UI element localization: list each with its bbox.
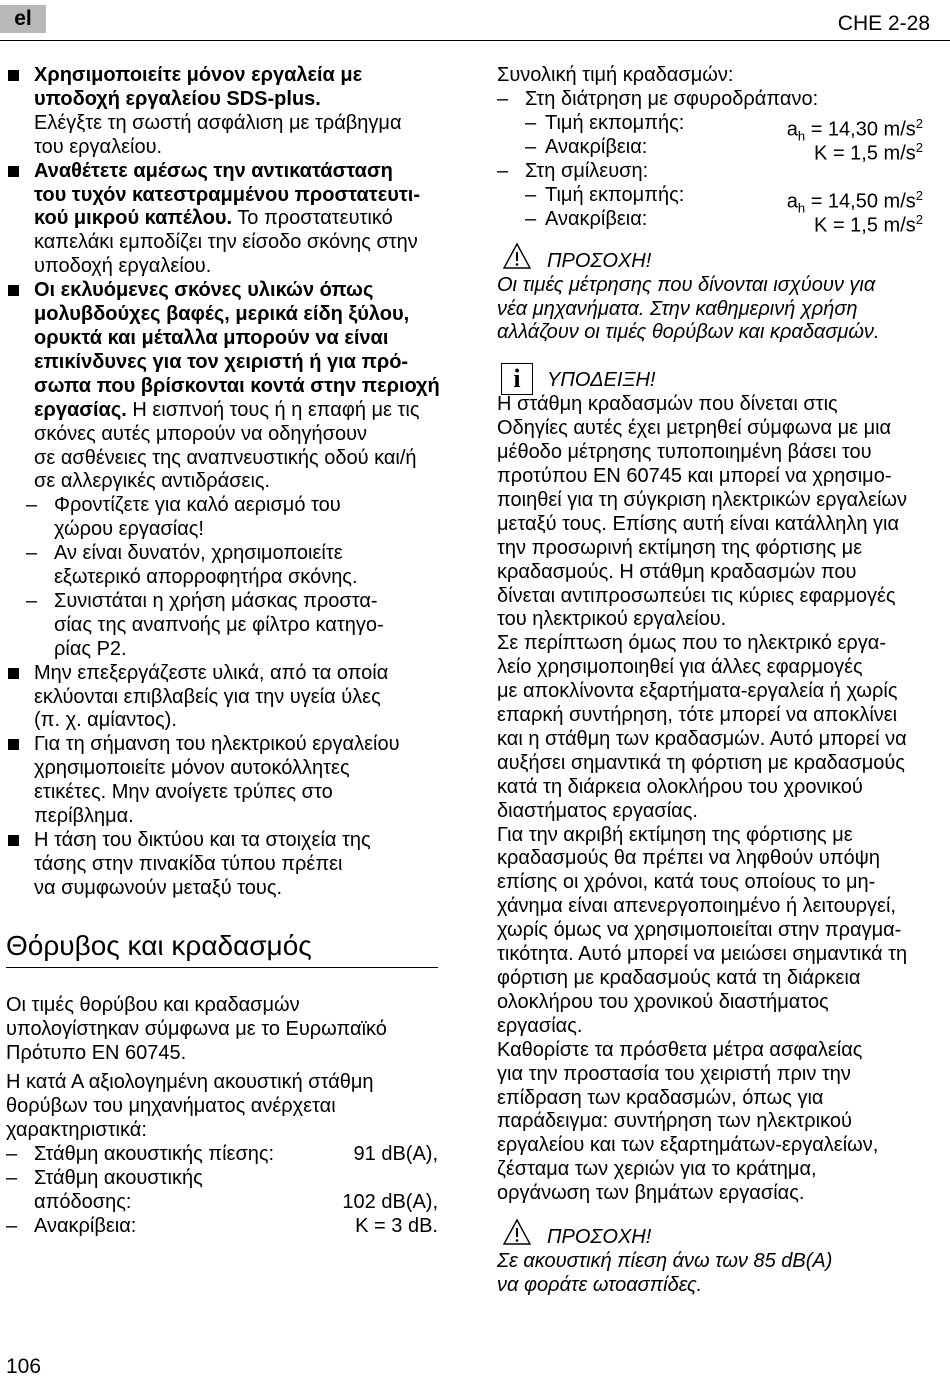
- note-heading: [497, 364, 937, 394]
- bullet-text: υποδοχή εργαλείου.: [34, 255, 212, 278]
- vibration-value: K = 1,5 $m/s^2$: [814, 139, 923, 165]
- dash-text: Συνιστάται η χρήση μάσκας προστα-: [54, 589, 378, 612]
- mode-label: Στη διάτρηση με σφυροδράπανο:: [525, 87, 819, 110]
- caution-heading: [497, 1226, 937, 1250]
- caution-title: ΠΡΟΣΟΧΗ!: [547, 249, 652, 272]
- bullet-text: να συμφωνούν μεταξύ τους.: [34, 876, 283, 899]
- dash-item-mask: – Συνιστάται η χρήση μάσκας προστα- σίας της αναπνοής με φίλτρο κατηγο- ρίας P2.: [6, 590, 438, 662]
- bullet-text: καπελάκι εμποδίζει την είσοδο σκόνης στην: [34, 231, 418, 254]
- dash-text: ρίας P2.: [54, 637, 127, 660]
- noise-value: 102 dB(A),: [342, 1191, 438, 1214]
- section-title: Θόρυβος και κραδασμός: [6, 929, 438, 968]
- dash-item-extractor: – Αν είναι δυνατόν, χρησιμοποιείτε εξωτερικό απορροφητήρα σκόνης.: [6, 542, 438, 590]
- bullet-bold-text: του τυχόν κατεστραμμένου προστατευτι-: [34, 183, 420, 206]
- bullet-bold-text: ορυκτά και μέταλλα μπορούν να είναι: [34, 326, 389, 349]
- vibration-value: K = 1,5 $m/s^2$: [814, 211, 923, 237]
- noise-paragraph: [6, 1071, 438, 1143]
- warning-triangle-icon: [502, 1218, 532, 1246]
- bullet-square-icon: [8, 285, 19, 296]
- bullet-text: Για τη σήμανση του ηλεκτρικού εργαλείου: [34, 733, 400, 756]
- vibration-title: Συνολική τιμή κραδασμών:: [497, 64, 734, 86]
- bullet-bold-text: Αναθέτετε αμέσως την αντικατάσταση: [34, 159, 393, 182]
- vibration-row: – Τιμή εκπομπής: $a_h = 14,50$ $m/s^2$: [497, 184, 937, 208]
- noise-label: Στάθμη ακουστικής πίεσης:: [34, 1143, 275, 1166]
- vibration-row: – Τιμή εκπομπής: $a_h = 14,30$ $m/s^2$: [497, 112, 937, 136]
- noise-value: 91 dB(A),: [353, 1143, 438, 1166]
- bullet-text: του εργαλείου.: [34, 135, 163, 158]
- paragraph-text: υπολογίστηκαν σύμφωνα με το Ευρωπαϊκό: [6, 1017, 387, 1040]
- caution-heading: [497, 250, 937, 274]
- info-icon: i: [501, 363, 533, 395]
- bullet-text: (π. χ. αμίαντος).: [34, 709, 177, 732]
- model-name: CHE 2-28: [837, 12, 930, 35]
- vibration-row: – Ανακρίβεια: K = 1,5 $m/s^2$: [525, 207, 923, 237]
- paragraph-text: Η κατά Α αξιολογημένη ακουστική στάθμη: [6, 1071, 374, 1094]
- safety-bullet-sds: [6, 64, 438, 160]
- safety-bullet-voltage: [6, 829, 438, 901]
- bullet-bold-text: Οι εκλυόμενες σκόνες υλικών όπως: [34, 279, 374, 302]
- vibration-row: – Ανακρίβεια: K = 1,5 $m/s^2$: [525, 135, 923, 165]
- note-text: Η στάθμη κραδασμών που δίνεται στις Οδηγίες αυτές έχει μετρηθεί σύμφωνα με μια μέθοδο μέτρησης τυποποιημένη βάσει του προτύπου EN 60745 και μπορεί να χρησιμο- ποιηθεί για τη σύγκριση ηλεκτρικών εργαλείων μεταξύ τους. Επίσης αυτή είναι κατάλληλη για την προσωρινή εκτίμηση της φόρτισης με κραδασμούς. Η στάθμη κραδασμών που δίνεται αντιπροσωπεύει τις κύριες εφαρμογές του ηλεκτρικού εργαλείου. Σε περίπτωση όμως που το ηλεκτρικό εργα- λείο χρησιμοποιηθεί για άλλες εφαρμογές με αποκλίνοντα εξαρτήματα-εργαλεία ή χωρίς επαρκή συντήρηση, τότε μπορεί να αποκλίνει και η στάθμη των κραδασμών. Αυτό μπορεί να αυξήσει σημαντικά τη φόρτιση με κραδασμούς κατά τη διάρκεια ολοκλήρου του χρονικού διαστήματος εργασίας. Για την ακριβή εκτίμηση της φόρτισης με κραδασμούς θα πρέπει να ληφθούν υπόψη επίσης οι χρόνοι, κατά τους οποίους το μη- χάνημα είναι απενεργοποιημένο ή λειτουργεί, χωρίς όμως να χρησιμοποιείται στην πραγμα- τικότητα. Αυτό μπορεί να μειώσει σημαντικά τη φόρτιση με κραδασμούς κατά τη διάρκεια ολοκλήρου του χρονικού διαστήματος εργασίας. Καθορίστε τα πρόσθετα μέτρα ασφαλείας για την προστασία του χειριστή πριν την επίδραση των κραδασμών, όπως για παράδειγμα: συντήρηση των ηλεκτρικού εργαλείου και των εξαρτημάτων-εργαλείων, ζέσταμα των χεριών για το κράτημα, οργάνωση των βημάτων εργασίας.: [497, 393, 908, 1205]
- bullet-bold-text: Χρησιμοποιείτε μόνον εργαλεία με: [34, 64, 363, 86]
- bullet-square-icon: [8, 668, 19, 679]
- bullet-text: περίβλημα.: [34, 805, 134, 828]
- vibration-label: Τιμή εκπομπής:: [545, 111, 685, 134]
- bullet-bold-text: μολυβδούχες βαφές, μερικά είδη ξύλου,: [34, 303, 410, 326]
- bullet-text: χρησιμοποιείτε μόνον αυτοκόλλητες: [34, 757, 350, 780]
- bullet-text: Ελέγξτε τη σωστή ασφάλιση με τράβηγμα: [34, 111, 402, 134]
- noise-label: Στάθμη ακουστικής: [34, 1167, 203, 1190]
- intro-paragraph: [6, 994, 438, 1066]
- bullet-text: Μην επεξεργάζεστε υλικά, από τα οποία: [34, 661, 389, 684]
- note-title: ΥΠΟΔΕΙΞΗ!: [547, 369, 656, 392]
- bullet-square-icon: [8, 70, 19, 81]
- vibration-mode-chiselling: – Στη σμίλευση:: [497, 160, 937, 184]
- dash-text: χώρου εργασίας!: [54, 518, 204, 541]
- bullet-text: εκλύονται επιβλαβείς για την υγεία ύλες: [34, 685, 381, 708]
- vibration-mode-hammer: – Στη διάτρηση με σφυροδράπανο:: [497, 88, 937, 112]
- caution-title: ΠΡΟΣΟΧΗ!: [547, 1226, 652, 1249]
- vibration-value: $a_h = 14,30$ $m/s^2$: [786, 115, 923, 144]
- noise-row-pressure: – Στάθμη ακουστικής πίεσης: 91 dB(A),: [6, 1143, 438, 1166]
- dash-text: Αν είναι δυνατόν, χρησιμοποιείτε: [54, 542, 343, 565]
- paragraph-text: Πρότυπο EN 60745.: [6, 1041, 187, 1064]
- bullet-bold-text: επικίνδυνες για τον χειριστή ή για πρό-: [34, 350, 409, 373]
- vibration-label: Τιμή εκπομπής:: [545, 183, 685, 206]
- warning-triangle-icon: [502, 242, 532, 270]
- caution-text: Σε ακουστική πίεση άνω των 85 dB(A) να φοράτε ωτοασπίδες.: [497, 1249, 833, 1296]
- page-number: 106: [6, 1355, 42, 1378]
- noise-row-power: – Στάθμη ακουστικής απόδοσης: 102 dB(A),: [6, 1167, 438, 1214]
- vibration-label: Ανακρίβεια:: [545, 207, 648, 230]
- mode-label: Στη σμίλευση:: [525, 159, 649, 182]
- noise-label: απόδοσης:: [34, 1191, 132, 1214]
- dash-text: σίας της αναπνοής με φίλτρο κατηγο-: [54, 613, 384, 636]
- header-divider: [0, 40, 950, 41]
- bullet-text: σε αλλεργικές αντιδράσεις.: [34, 470, 271, 493]
- noise-value: K = 3 dB.: [355, 1215, 438, 1238]
- vibration-label: Ανακρίβεια:: [545, 135, 648, 158]
- paragraph-text: θορύβων του μηχανήματος ανέρχεται: [6, 1095, 336, 1118]
- bullet-text: σκόνες αυτές μπορούν να οδηγήσουν: [34, 422, 368, 445]
- bullet-square-icon: [8, 835, 19, 846]
- left-column: [6, 64, 438, 1239]
- bullet-text: Η εισπνοή τους ή η επαφή με τις: [126, 398, 420, 421]
- dash-text: Φροντίζετε για καλό αερισμό του: [54, 494, 341, 517]
- dash-text: εξωτερικό απορροφητήρα σκόνης.: [54, 566, 358, 589]
- safety-bullet-dust: [6, 279, 438, 494]
- vibration-value: $a_h = 14,50$ $m/s^2$: [786, 187, 923, 216]
- bullet-text: ετικέτες. Μην ανοίγετε τρύπες στο: [34, 781, 333, 804]
- safety-bullet-cap: [6, 160, 438, 280]
- safety-bullet-labels: [6, 733, 438, 829]
- bullet-bold-text: υποδοχή εργαλείου SDS-plus.: [34, 87, 321, 110]
- bullet-square-icon: [8, 166, 19, 177]
- paragraph-text: χαρακτηριστικά:: [6, 1119, 147, 1142]
- bullet-bold-text: εργασίας.: [34, 398, 127, 421]
- bullet-bold-text: κού μικρού καπέλου.: [34, 207, 233, 230]
- paragraph-text: Οι τιμές θορύβου και κραδασμών: [6, 993, 300, 1016]
- bullet-bold-text: σωπα που βρίσκονται κοντά στην περιοχή: [34, 374, 440, 397]
- noise-row-uncertainty: – Ανακρίβεια: K = 3 dB.: [6, 1215, 438, 1238]
- bullet-square-icon: [8, 739, 19, 750]
- bullet-text: Το προστατευτικό: [232, 207, 393, 230]
- bullet-text: τάσης στην πινακίδα τύπου πρέπει: [34, 852, 343, 875]
- safety-bullet-asbestos: [6, 662, 438, 734]
- caution-text: Οι τιμές μέτρησης που δίνονται ισχύουν για νέα μηχανήματα. Στην καθημερινή χρήση αλλάζουν οι τιμές θορύβων και κραδασμών.: [497, 273, 880, 344]
- dash-item-ventilation: – Φροντίζετε για καλό αερισμό του χώρου εργασίας!: [6, 494, 438, 542]
- right-column: [497, 64, 937, 1298]
- noise-label: Ανακρίβεια:: [34, 1215, 137, 1238]
- bullet-text: σε ασθένειες της αναπνευστικής οδού και/ή: [34, 446, 417, 469]
- bullet-text: Η τάση του δικτύου και τα στοιχεία της: [34, 829, 371, 851]
- language-tab: el: [0, 5, 46, 33]
